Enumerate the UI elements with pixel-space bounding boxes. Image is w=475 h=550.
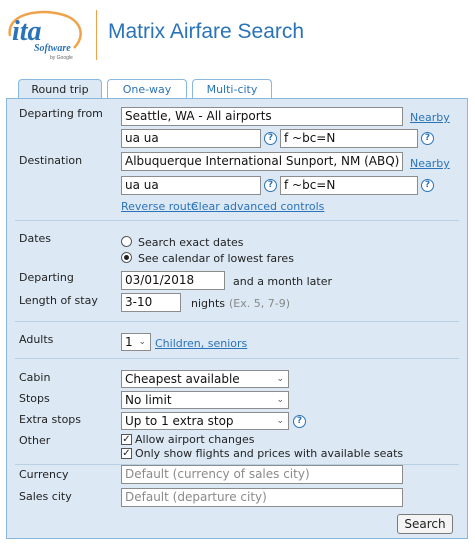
allow-airport-changes-checkbox[interactable] (121, 434, 132, 445)
help-icon[interactable]: ? (421, 132, 434, 145)
sales-city-label: Sales city (19, 490, 72, 503)
children-seniors-link[interactable]: Children, seniors (155, 337, 248, 350)
chevron-down-icon: ⌄ (138, 337, 146, 347)
extra-stops-label: Extra stops (19, 413, 82, 426)
clear-advanced-controls-link[interactable]: Clear advanced controls (191, 200, 325, 213)
departing-date-input[interactable]: 03/01/2018 (121, 271, 225, 290)
adults-value: 1 (125, 335, 133, 349)
adults-label: Adults (19, 333, 54, 346)
search-form-panel (6, 98, 468, 539)
departing-nearby-link[interactable]: Nearby (410, 111, 450, 124)
tab-one-way[interactable]: One-way (107, 79, 187, 99)
help-icon[interactable]: ? (293, 415, 306, 428)
stops-select[interactable] (121, 391, 289, 409)
sales-city-input[interactable]: Default (departure city) (121, 488, 403, 507)
help-icon[interactable]: ? (264, 179, 277, 192)
destination-extension-codes-input[interactable]: f ~bc=N (280, 176, 418, 195)
logo-divider (96, 10, 97, 60)
help-icon[interactable]: ? (264, 132, 277, 145)
cabin-label: Cabin (19, 371, 51, 384)
adults-select[interactable] (121, 333, 151, 351)
departing-range-text: and a month later (233, 275, 333, 288)
logo-mark: ita (12, 16, 42, 47)
stops-label: Stops (19, 392, 50, 405)
departing-extension-codes-input[interactable]: f ~bc=N (280, 129, 418, 148)
page-title: Matrix Airfare Search (108, 20, 305, 43)
reverse-route-link[interactable]: Reverse route (121, 200, 198, 213)
length-of-stay-label: Length of stay (19, 294, 98, 307)
destination-nearby-link[interactable]: Nearby (410, 157, 450, 170)
search-exact-dates-radio[interactable] (121, 236, 132, 247)
only-available-seats-label: Only show flights and prices with available seats (135, 447, 404, 460)
length-of-stay-hint: (Ex. 5, 7-9) (229, 297, 290, 310)
length-of-stay-input[interactable]: 3-10 (121, 293, 181, 312)
chevron-down-icon: ⌄ (276, 395, 284, 405)
allow-airport-changes-label: Allow airport changes (135, 433, 255, 446)
destination-input[interactable]: Albuquerque International Sunport, NM (ABQ) (121, 152, 403, 171)
stops-value: No limit (125, 393, 172, 407)
divider (15, 321, 459, 322)
extra-stops-select[interactable] (121, 412, 289, 430)
search-exact-dates-label: Search exact dates (138, 236, 244, 249)
ita-software-logo (4, 6, 90, 62)
dates-label: Dates (19, 232, 52, 245)
destination-routing-codes-input[interactable]: ua ua (121, 176, 261, 195)
departing-from-label: Departing from (19, 107, 103, 120)
cabin-value: Cheapest available (125, 372, 240, 386)
search-button[interactable]: Search (397, 514, 453, 534)
calendar-lowest-fares-label: See calendar of lowest fares (138, 252, 294, 265)
chevron-down-icon: ⌄ (276, 416, 284, 426)
extra-stops-value: Up to 1 extra stop (125, 414, 234, 428)
cabin-select[interactable] (121, 370, 289, 388)
chevron-down-icon: ⌄ (276, 374, 284, 384)
divider (15, 358, 459, 359)
header (0, 0, 475, 68)
divider (15, 220, 459, 221)
departing-routing-codes-input[interactable]: ua ua (121, 129, 261, 148)
calendar-lowest-fares-radio[interactable] (121, 252, 132, 263)
destination-label: Destination (19, 154, 83, 167)
logo-software: Software (34, 43, 71, 54)
logo-by-google: by Google (50, 55, 73, 61)
help-icon[interactable]: ? (421, 179, 434, 192)
currency-label: Currency (19, 468, 69, 481)
currency-input[interactable]: Default (currency of sales city) (121, 465, 403, 484)
check-icon: ✓ (122, 448, 131, 459)
departing-date-label: Departing (19, 271, 74, 284)
check-icon: ✓ (122, 434, 131, 445)
nights-label: nights (191, 297, 226, 310)
other-label: Other (19, 434, 51, 447)
departing-from-input[interactable]: Seattle, WA - All airports (121, 107, 403, 126)
tab-multi-city[interactable]: Multi-city (192, 79, 272, 99)
only-available-seats-checkbox[interactable] (121, 448, 132, 459)
tab-round-trip[interactable]: Round trip (18, 79, 102, 100)
